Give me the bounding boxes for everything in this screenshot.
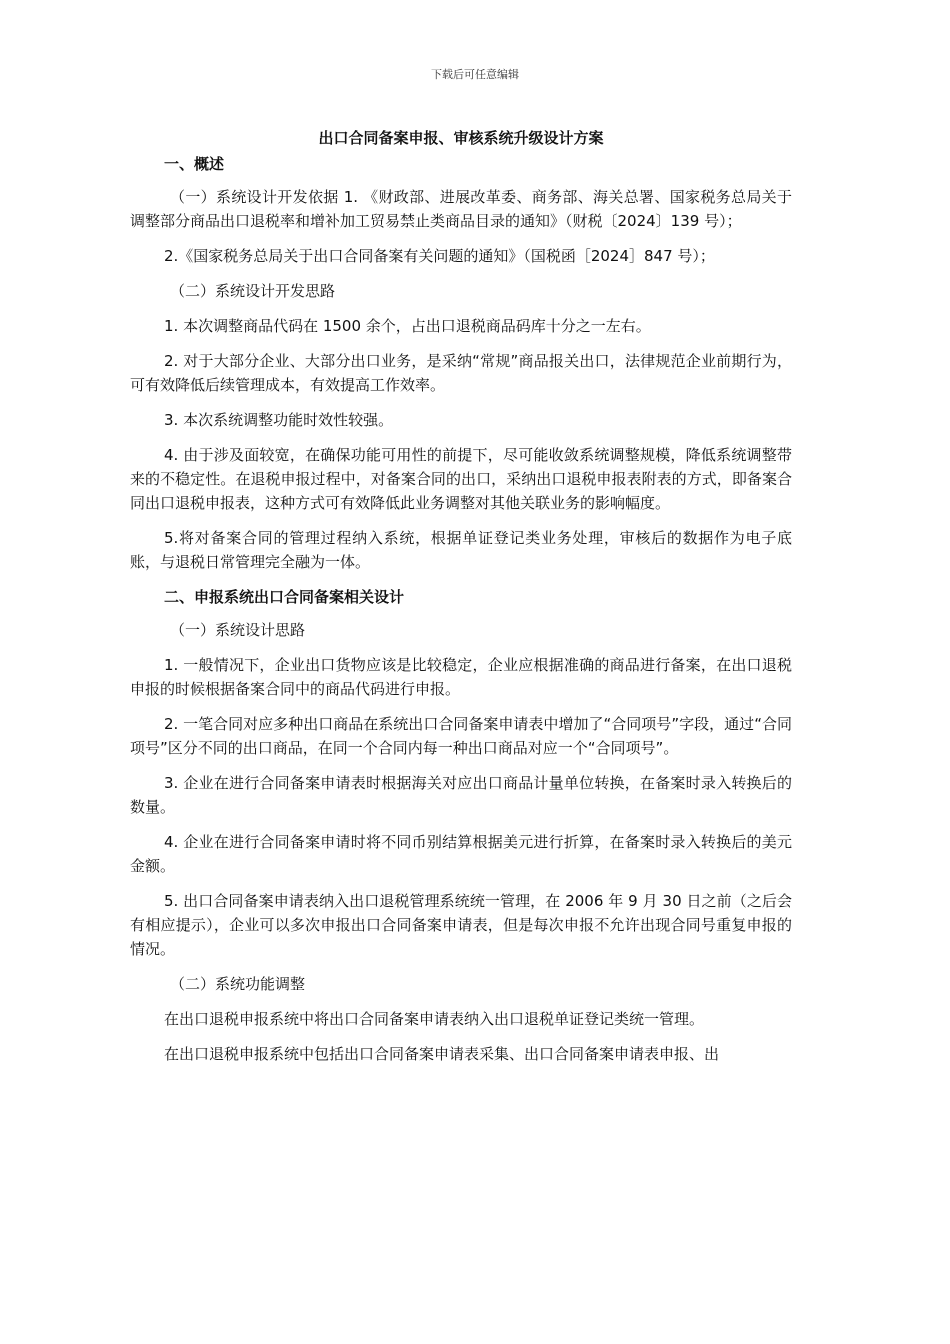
paragraph: （二）系统设计开发思路 [170, 282, 336, 300]
section-heading: 一、概述 [164, 155, 225, 173]
paragraph: 1. 一般情况下，企业出口货物应该是比较稳定，企业应根据准确的商品进行备案，在出口退税申报的时候根据备案合同中的商品代码进行申报。 [130, 656, 792, 698]
paragraph: 2. 一笔合同对应多种出口商品在系统出口合同备案申请表中增加了“合同项号”字段，通过“合同项号”区分不同的出口商品，在同一个合同内每一种出口商品对应一个“合同项号”。 [130, 715, 792, 757]
section-heading: 二、申报系统出口合同备案相关设计 [164, 588, 405, 606]
paragraph: 4. 由于涉及面较宽，在确保功能可用性的前提下，尽可能收敛系统调整规模，降低系统调整带来的不稳定性。在退税申报过程中，对备案合同的出口，采纳出口退税申报表附表的方式，即备案合同出口退税申报表，这种方式可有效降低此业务调整对其他关联业务的影响幅度。 [130, 446, 792, 512]
paragraph: （一）系统设计思路 [170, 621, 306, 639]
paragraph: 5.将对备案合同的管理过程纳入系统，根据单证登记类业务处理，审核后的数据作为电子底账，与退税日常管理完全融为一体。 [130, 529, 792, 571]
document-blocks [130, 152, 792, 1066]
paragraph: 1. 本次调整商品代码在 1500 余个，占出口退税商品码库十分之一左右。 [164, 317, 651, 335]
paragraph: 3. 本次系统调整功能时效性较强。 [164, 411, 394, 429]
paragraph: 2. 对于大部分企业、大部分出口业务，是采纳“常规”商品报关出口，法律规范企业前期行为，可有效降低后续管理成本，有效提高工作效率。 [130, 352, 792, 394]
paragraph: 3. 企业在进行合同备案申请表时根据海关对应出口商品计量单位转换，在备案时录入转换后的数量。 [130, 774, 792, 816]
paragraph: 在出口退税申报系统中包括出口合同备案申请表采集、出口合同备案申请表申报、出 [164, 1045, 720, 1063]
paragraph: 5. 出口合同备案申请表纳入出口退税管理系统统一管理，在 2006 年 9 月 30 日之前（之后会有相应提示），企业可以多次申报出口合同备案申请表，但是每次申报不允许出现合同号重复申报的情况。 [130, 892, 792, 958]
paragraph: （二）系统功能调整 [170, 975, 306, 993]
paragraph: 4. 企业在进行合同备案申请时将不同币别结算根据美元进行折算，在备案时录入转换后的美元金额。 [130, 833, 792, 875]
document-title: 出口合同备案申报、审核系统升级设计方案 [318, 129, 604, 147]
paragraph: 在出口退税申报系统中将出口合同备案申请表纳入出口退税单证登记类统一管理。 [164, 1010, 705, 1028]
paragraph: （一）系统设计开发依据 1. 《财政部、进展改革委、商务部、海关总署、国家税务总局关于调整部分商品出口退税率和增补加工贸易禁止类商品目录的通知》（财税〔2024〕139 号）； [130, 188, 792, 230]
document-body [130, 128, 792, 1077]
paragraph: 2.《国家税务总局关于出口合同备案有关问题的通知》（国税函［2024］847 号）； [164, 247, 715, 265]
page-header: 下载后可任意编辑 [431, 68, 519, 81]
